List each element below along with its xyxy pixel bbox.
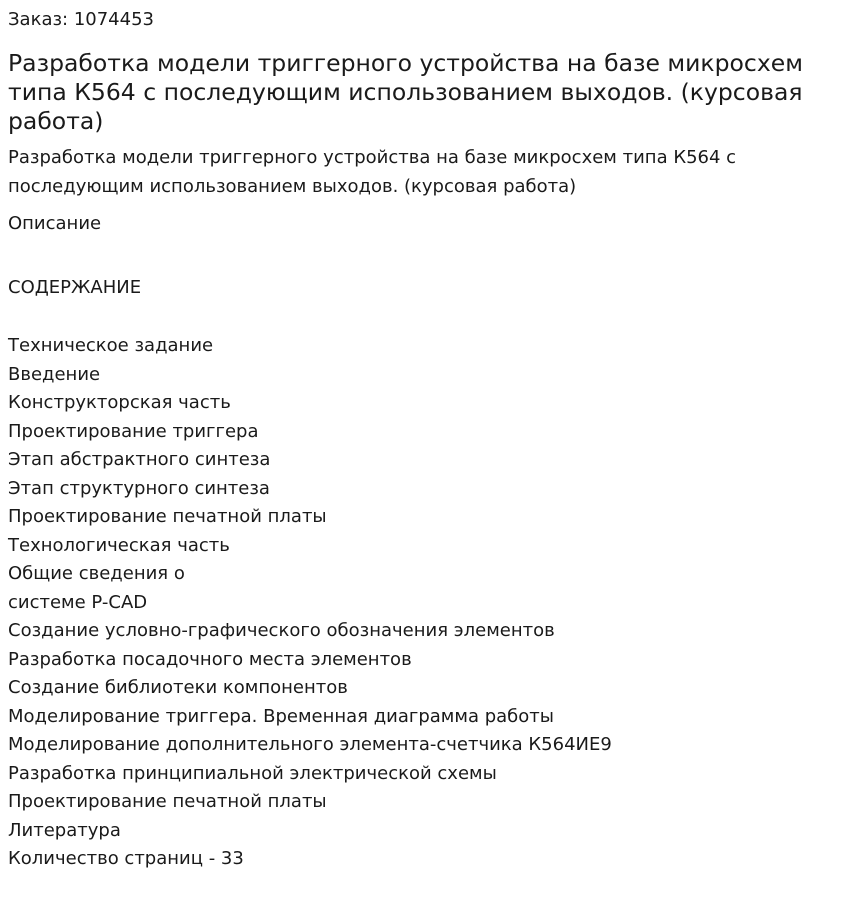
contents-item: Техническое задание — [8, 335, 214, 356]
contents-item: Моделирование дополнительного элемента-счетчика К564ИЕ9 — [8, 734, 612, 755]
contents-item: Проектирование печатной платы — [8, 791, 327, 812]
contents-item: Литература — [8, 819, 121, 841]
contents-item: Этап структурного синтеза — [8, 477, 270, 499]
contents-item: Моделирование триггера. Временная диаграмма работы — [8, 705, 554, 727]
contents-item: Проектирование триггера — [8, 420, 259, 442]
page-subtitle: Разработка модели триггерного устройства на базе микросхем типа К564 с последующим использованием выходов. (курсовая работа) — [8, 147, 737, 197]
contents-item: Общие сведения о — [8, 563, 185, 584]
contents-heading: СОДЕРЖАНИЕ — [8, 277, 142, 298]
page-title: Разработка модели триггерного устройства на базе микросхем типа К564 с последующим использованием выходов. (курсовая работа) — [8, 49, 803, 135]
contents-item: Создание условно-графического обозначения элементов — [8, 620, 555, 641]
contents-item: Разработка посадочного места элементов — [8, 648, 412, 670]
contents-item: Создание библиотеки компонентов — [8, 677, 348, 698]
contents-item: системе P-CAD — [8, 591, 148, 613]
contents-item: Технологическая часть — [8, 534, 230, 556]
contents-item: Разработка принципиальной электрической схемы — [8, 762, 497, 784]
contents-list — [8, 332, 839, 874]
contents-item: Количество страниц - 33 — [8, 848, 244, 869]
contents-item: Введение — [8, 363, 101, 385]
contents-item: Этап абстрактного синтеза — [8, 449, 271, 470]
contents-item: Проектирование печатной платы — [8, 506, 327, 527]
order-number: Заказ: 1074453 — [8, 9, 154, 30]
description-label: Описание — [8, 213, 102, 234]
contents-item: Конструкторская часть — [8, 392, 231, 413]
